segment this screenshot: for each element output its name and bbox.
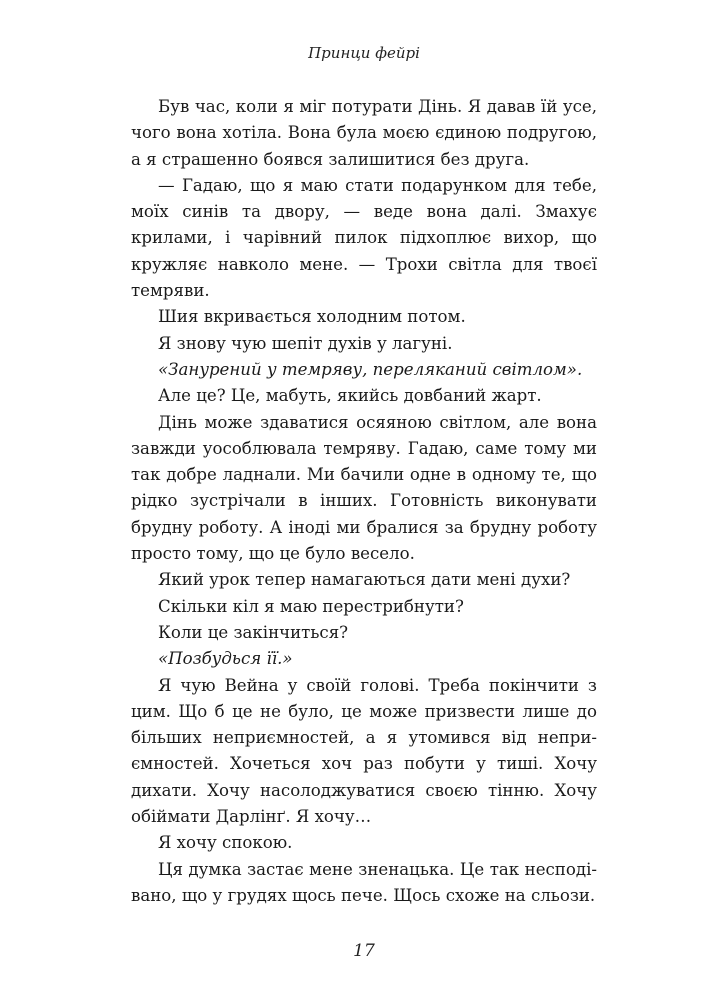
paragraph: Я хочу спокою. [158,833,293,853]
page-number: 17 [353,941,375,961]
paragraph: Скільки кіл я маю перестрибнути? [158,596,464,616]
paragraph: — Гадаю, що я маю стати подарунком для тебе, моїх синів та двору, — веде вона далі. Змахує крилами, і чарівний пилок підхоплює вихор, що кружляє навколо мене. — Трохи світла для твоєї темряви. [131,175,597,301]
paragraph: Ця думка застає мене зненацька. Це так несподівано, що у грудях щось пече. Щось схоже на сльози. [131,859,597,905]
paragraph: Я чую Вейна у своїй голові. Треба покінчити з цим. Що б це не було, це може призвести лише до більших неприємностей, а я утомився від неприємностей. Хочеться хоч раз побути у тиші. Хочу дихати. Хочу насолоджуватися своєю тінню. Хочу обіймати Дарлінґ. Я хочу… [131,675,597,827]
paragraph-italic: «Позбудься її.» [158,649,293,669]
paragraph: Був час, коли я міг потурати Дінь. Я давав їй усе, чого вона хотіла. Вона була моєю єдиною подругою, а я страшенно боявся залишитися без друга. [131,97,597,169]
paragraph: Шия вкривається холодним потом. [158,307,466,327]
body-text [131,94,597,909]
running-head: Принци фейрі [308,44,420,62]
paragraph: Коли це закінчиться? [158,622,349,642]
paragraph: Але це? Це, мабуть, якийсь довбаний жарт. [158,386,542,406]
paragraph: Який урок тепер намагаються дати мені духи? [158,570,571,590]
paragraph: Я знову чую шепіт духів у лагуні. [158,333,453,353]
paragraph-italic: «Занурений у темряву, переляканий світлом». [158,359,583,379]
paragraph: Дінь може здаватися осяяною світлом, але вона завжди уособлювала темряву. Гадаю, саме тому ми так добре ладнали. Ми бачили одне в одному те, що рідко зустрічали в інших. Готовність виконувати брудну роботу. А іноді ми бралися за брудну роботу просто тому, що це було весело. [131,412,597,564]
